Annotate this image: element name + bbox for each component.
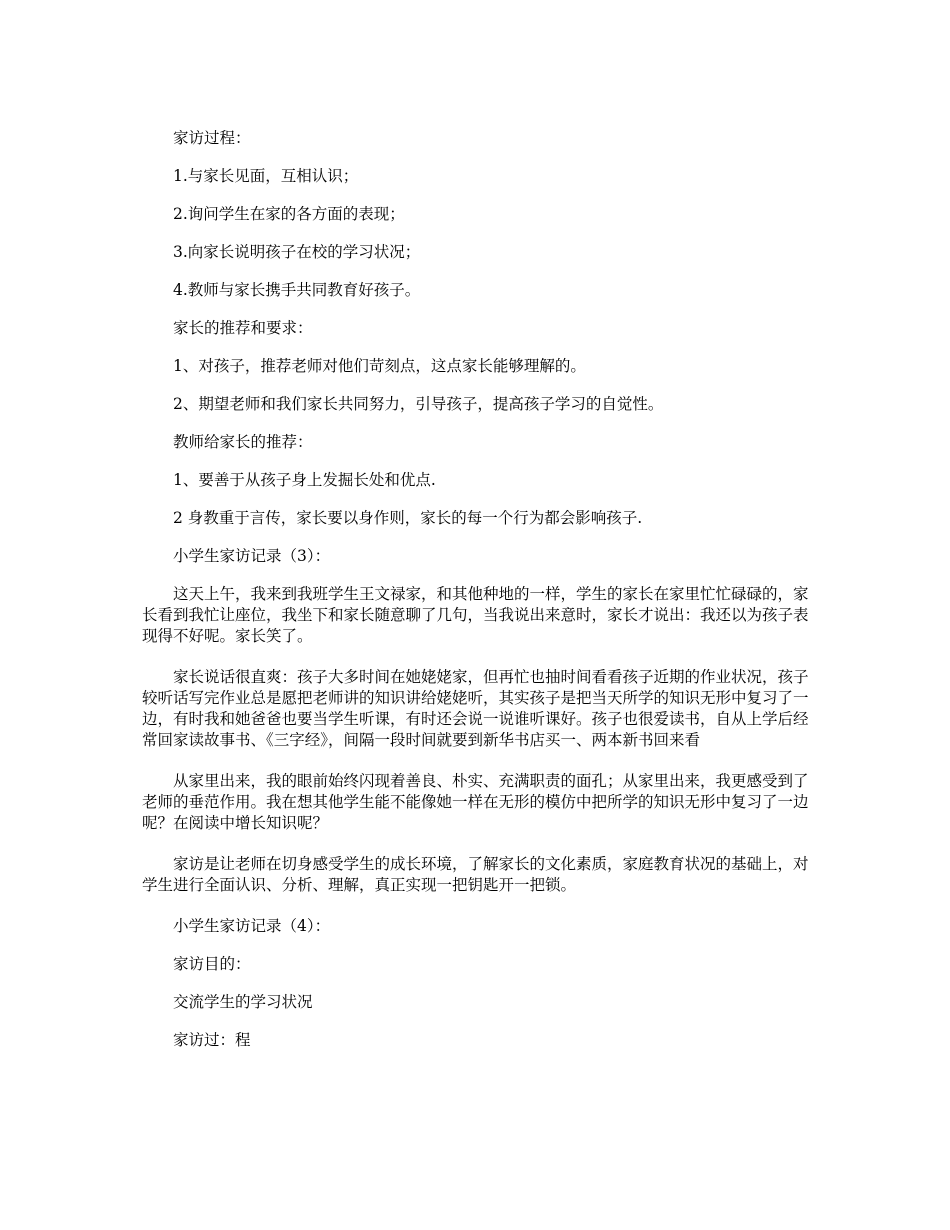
- body-paragraph: 从家里出来，我的眼前始终闪现着善良、朴实、充满职责的面孔；从家里出来，我更感受到了老师的垂范作用。我在想其他学生能不能像她一样在无形的模仿中把所学的知识无形中复习了一边呢？在阅读中增长知识呢？: [142, 772, 809, 832]
- section-heading: 家长的推荐和要求：: [173, 319, 313, 337]
- list-item: 2 身教重于言传，家长要以身作则，家长的每一个行为都会影响孩子.: [173, 509, 643, 527]
- list-item: 3.向家长说明孩子在校的学习状况；: [173, 243, 421, 261]
- record-heading: 小学生家访记录（3）：: [173, 547, 331, 565]
- record-heading: 小学生家访记录（4）：: [173, 917, 331, 935]
- body-paragraph: 这天上午，我来到我班学生王文禄家，和其他种地的一样，学生的家长在家里忙忙碌碌的，家长看到我忙让座位，我坐下和家长随意聊了几句，当我说出来意时，家长才说出：我还以为孩子表现得不好呢。家长笑了。: [142, 585, 809, 645]
- section-heading: 家访目的：: [173, 955, 251, 973]
- list-item: 2.询问学生在家的各方面的表现；: [173, 205, 405, 223]
- body-line: 交流学生的学习状况: [173, 993, 313, 1011]
- section-heading: 家访过：程: [173, 1031, 251, 1049]
- list-item: 1、要善于从孩子身上发掘长处和优点.: [173, 471, 436, 489]
- body-paragraph: 家长说话很直爽：孩子大多时间在她姥姥家，但再忙也抽时间看看孩子近期的作业状况，孩子较听话写完作业总是愿把老师讲的知识讲给姥姥听，其实孩子是把当天所学的知识无形中复习了一边，有时我和她爸爸也要当学生听课，有时还会说一说谁听课好。孩子也很爱读书，自从上学后经常回家读故事书、《三字经》，间隔一段时间就要到新华书店买一、两本新书回来看: [142, 668, 809, 749]
- list-item: 2、期望老师和我们家长共同努力，引导孩子，提高孩子学习的自觉性。: [173, 395, 664, 413]
- section-heading: 家访过程：: [173, 129, 251, 147]
- body-paragraph: 家访是让老师在切身感受学生的成长环境，了解家长的文化素质，家庭教育状况的基础上，对学生进行全面认识、分析、理解，真正实现一把钥匙开一把锁。: [142, 855, 809, 894]
- list-item: 1、对孩子，推荐老师对他们苛刻点，这点家长能够理解的。: [173, 357, 586, 375]
- section-heading: 教师给家长的推荐：: [173, 433, 313, 451]
- list-item: 1.与家长见面，互相认识；: [173, 167, 359, 185]
- document-body: [142, 128, 818, 1068]
- list-item: 4.教师与家长携手共同教育好孩子。: [173, 281, 421, 299]
